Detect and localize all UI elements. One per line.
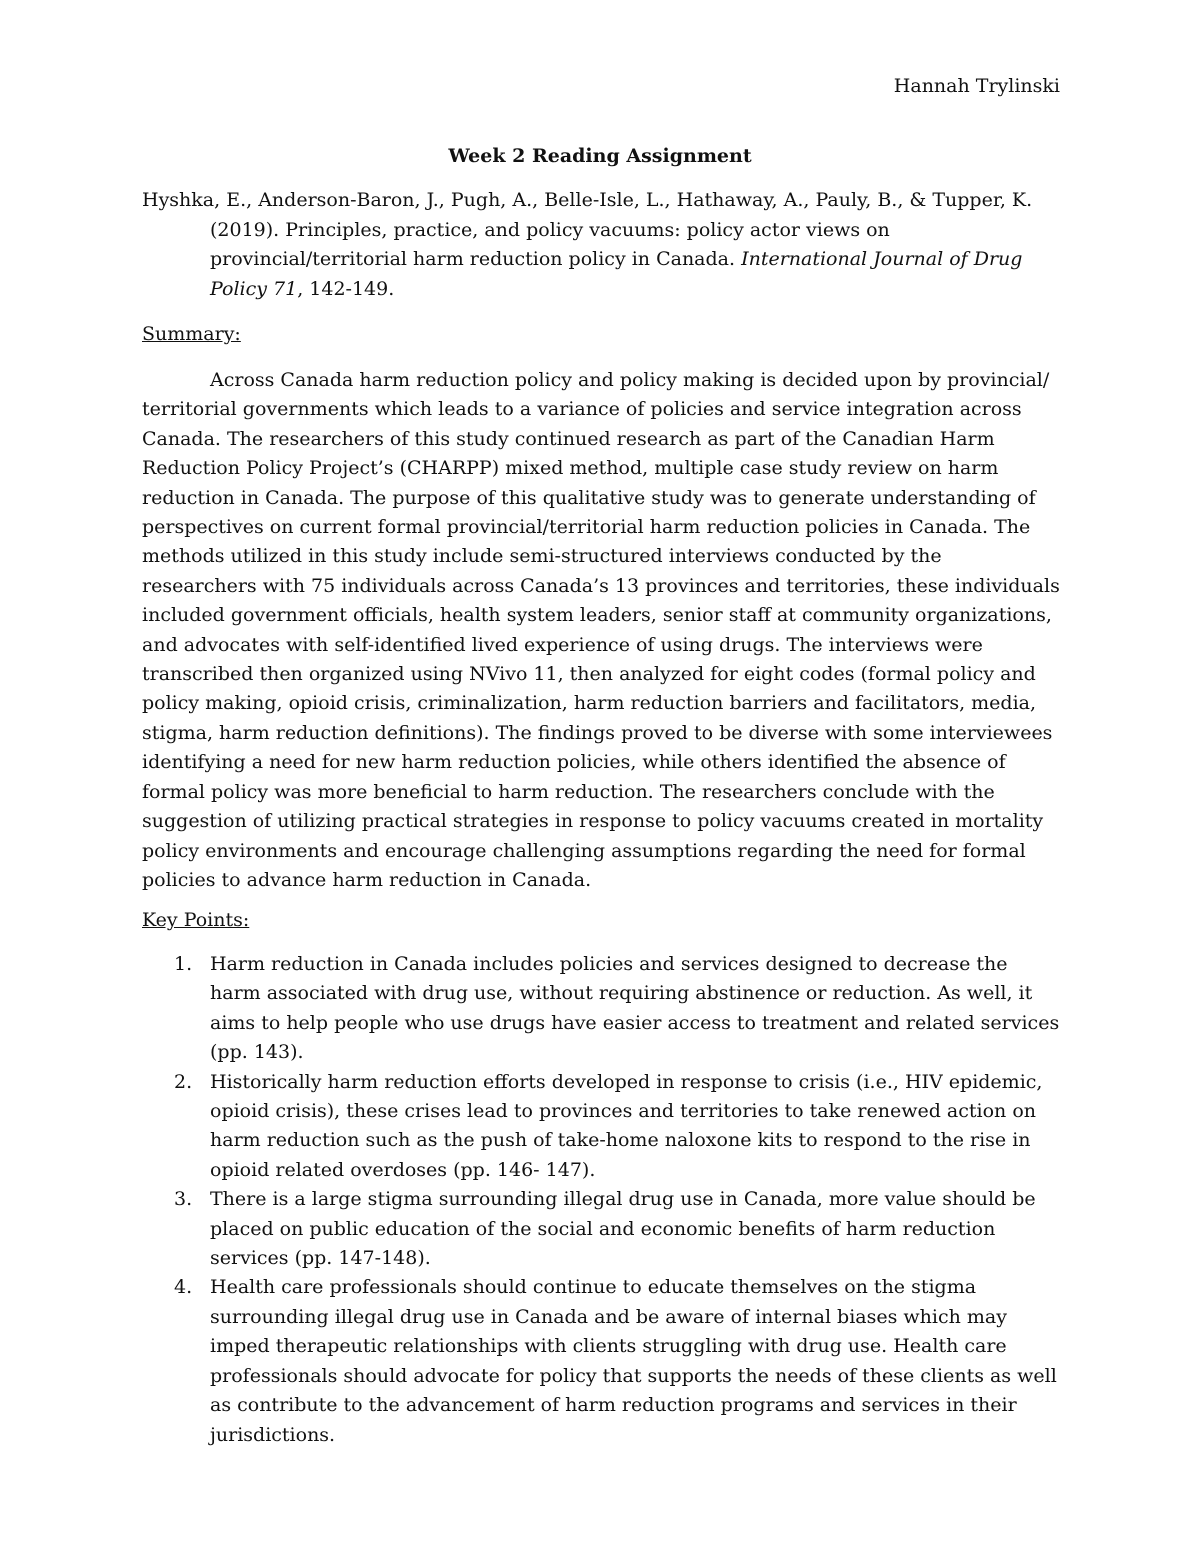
summary-paragraph: Across Canada harm reduction policy and policy making is decided upon by provincial/ territorial governments which leads to a variance of policies and service integration across Canada. The researchers of this study continued research as part of the Canadian Harm Reduction Policy Project’s (CHARPP) mixed method, multiple case study review on harm reduction in Canada. The purpose of this qualitative study was to generate understanding of perspectives on current formal provincial/territorial harm reduction policies in Canada. The methods utilized in this study include semi-structured interviews conducted by the researchers with 75 individuals across Canada’s 13 provinces and territories, these individuals included government officials, health system leaders, senior staff at community organizations, and advocates with self-identified lived experience of using drugs. The interviews were transcribed then organized using NVivo 11, then analyzed for eight codes (formal policy and policy making, opioid crisis, criminalization, harm reduction barriers and facilitators, media, stigma, harm reduction definitions). The findings proved to be diverse with some interviewees identifying a need for new harm reduction policies, while others identified the absence of formal policy was more beneficial to harm reduction. The researchers conclude with the suggestion of utilizing practical strategies in response to policy vacuums created in mortality policy environments and encourage challenging assumptions regarding the need for formal policies to advance harm reduction in Canada. [142, 369, 1060, 891]
citation-pages: , 142-149. [297, 277, 395, 300]
list-item-number: 2. [174, 1070, 193, 1093]
list-item-number: 4. [174, 1276, 193, 1299]
reference-citation [142, 186, 1062, 304]
citation-journal: International Journal of Drug Policy 71 [210, 248, 1023, 300]
key-points-list [142, 950, 1062, 1450]
summary-heading: Summary: [142, 323, 241, 345]
citation-main: Hyshka, E., Anderson-Baron, J., Pugh, A., Belle-Isle, L., Hathaway, A., Pauly, B., & Tupper, K. (2019). Principles, practice, and policy vacuums: policy actor views on provincial/territorial harm reduction policy in Canada. [142, 189, 1033, 270]
list-item [142, 1068, 1062, 1186]
list-item [142, 1273, 1062, 1449]
list-item-number: 1. [174, 953, 193, 975]
key-points-heading: Key Points: [142, 909, 250, 931]
list-item-text: Harm reduction in Canada includes policies and services designed to decrease the harm associated with drug use, without requiring abstinence or reduction. As well, it aims to help people who use drugs have easier access to treatment and related services (pp. 143). [210, 953, 1060, 1064]
list-item-number: 3. [174, 1188, 193, 1211]
list-item [142, 1185, 1062, 1273]
list-item [142, 950, 1062, 1068]
author-name: Hannah Trylinski [893, 75, 1060, 97]
list-item-text: Historically harm reduction efforts developed in response to crisis (i.e., HIV epidemic, opioid crisis), these crises lead to provinces and territories to take renewed action on harm reduction such as the push of take-home naloxone kits to respond to the rise in opioid related overdoses (pp. 146- 147). [210, 1070, 1043, 1181]
list-item-text: Health care professionals should continue to educate themselves on the stigma surrounding illegal drug use in Canada and be aware of internal biases which may imped therapeutic relationships with clients struggling with drug use. Health care professionals should advocate for policy that supports the needs of these clients as well as contribute to the advancement of harm reduction programs and services in their jurisdictions. [210, 1276, 1057, 1446]
page-title: Week 2 Reading Assignment [448, 145, 752, 167]
list-item-text: There is a large stigma surrounding illegal drug use in Canada, more value should be placed on public education of the social and economic benefits of harm reduction services (pp. 147-148). [210, 1188, 1036, 1270]
